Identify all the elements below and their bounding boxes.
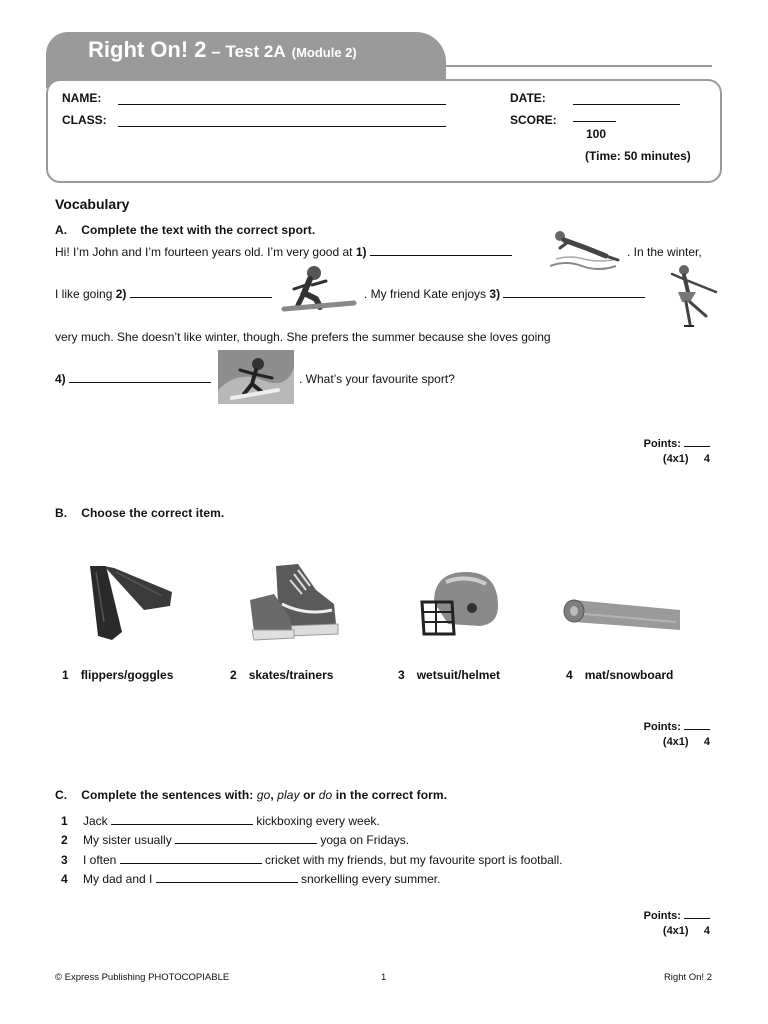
date-field[interactable] bbox=[573, 104, 680, 105]
points-c-field[interactable] bbox=[684, 909, 710, 919]
points-c-calc: (4x1) 4 bbox=[662, 925, 710, 937]
date-label: DATE: bbox=[510, 91, 546, 105]
text-line-1: Hi! I’m John and I’m fourteen years old. I’m very good at 1) bbox=[55, 245, 512, 259]
sentence-blank-2[interactable] bbox=[175, 833, 317, 844]
sentence-blank-3[interactable] bbox=[120, 853, 262, 864]
item-4: 4 mat/snowboard bbox=[566, 668, 674, 682]
item-2: 2 skates/trainers bbox=[230, 668, 334, 682]
points-a-calc: (4x1) 4 bbox=[662, 453, 710, 465]
header-rule bbox=[446, 65, 712, 67]
text-line-2-mid: . My friend Kate enjoys 3) bbox=[364, 287, 645, 301]
points-c: Points: bbox=[644, 909, 710, 922]
sentence-1: 1 Jack kickboxing every week. bbox=[61, 814, 380, 828]
figure-skater-icon bbox=[662, 262, 724, 334]
answer-blank-1[interactable] bbox=[370, 245, 512, 256]
name-label: NAME: bbox=[62, 91, 102, 105]
points-b-field[interactable] bbox=[684, 720, 710, 730]
name-field[interactable] bbox=[118, 104, 446, 105]
text-line-2: I like going 2) bbox=[55, 287, 272, 301]
footer-book-title: Right On! 2 bbox=[663, 972, 712, 983]
vocabulary-heading: Vocabulary bbox=[55, 196, 130, 212]
sentence-2: 2 My sister usually yoga on Fridays. bbox=[61, 833, 410, 847]
time-limit: (Time: 50 minutes) bbox=[585, 149, 691, 163]
sentence-blank-1[interactable] bbox=[111, 814, 253, 825]
class-label: CLASS: bbox=[62, 113, 107, 127]
answer-blank-2[interactable] bbox=[130, 287, 272, 298]
points-a-field[interactable] bbox=[684, 437, 710, 447]
item-1: 1 flippers/goggles bbox=[62, 668, 174, 682]
surfer-icon bbox=[218, 350, 294, 404]
class-field[interactable] bbox=[118, 126, 446, 127]
answer-blank-4[interactable] bbox=[69, 372, 211, 383]
student-info-box bbox=[46, 79, 722, 183]
swimmer-icon bbox=[546, 226, 624, 270]
trainer-shoe-icon bbox=[246, 560, 340, 644]
item-3: 3 wetsuit/helmet bbox=[398, 668, 501, 682]
sentence-3: 3 I often cricket with my friends, but my favourite sport is football. bbox=[61, 853, 563, 867]
text-line-3: very much. She doesn’t like winter, though. She prefers the summer because she loves going bbox=[55, 330, 551, 344]
score-total: 100 bbox=[586, 127, 607, 141]
sentence-blank-4[interactable] bbox=[156, 872, 298, 883]
text-line-4: 4) bbox=[55, 372, 211, 386]
test-title: Right On! 2 – Test 2A (Module 2) bbox=[88, 37, 357, 62]
snowboarder-icon bbox=[280, 263, 358, 315]
section-a-instruction: A. Complete the text with the correct sport. bbox=[55, 223, 316, 237]
answer-blank-3[interactable] bbox=[503, 287, 645, 298]
section-c-instruction: C. Complete the sentences with: go, play or do in the correct form. bbox=[55, 788, 448, 802]
helmet-icon bbox=[418, 568, 500, 640]
points-b-calc: (4x1) 4 bbox=[662, 736, 710, 748]
footer-page-number: 1 bbox=[381, 972, 387, 983]
score-field[interactable] bbox=[573, 121, 616, 122]
sentence-4: 4 My dad and I snorkelling every summer. bbox=[61, 872, 441, 886]
footer-copyright: © Express Publishing PHOTOCOPIABLE bbox=[55, 972, 230, 983]
flippers-icon bbox=[84, 562, 178, 642]
rolled-mat-icon bbox=[560, 596, 684, 636]
section-b-instruction: B. Choose the correct item. bbox=[55, 506, 225, 520]
points-a: Points: bbox=[644, 437, 710, 450]
text-line-1-end: . In the winter, bbox=[627, 245, 702, 259]
points-b: Points: bbox=[644, 720, 710, 733]
score-label: SCORE: bbox=[510, 113, 557, 127]
text-line-4-end: . What’s your favourite sport? bbox=[299, 372, 455, 386]
